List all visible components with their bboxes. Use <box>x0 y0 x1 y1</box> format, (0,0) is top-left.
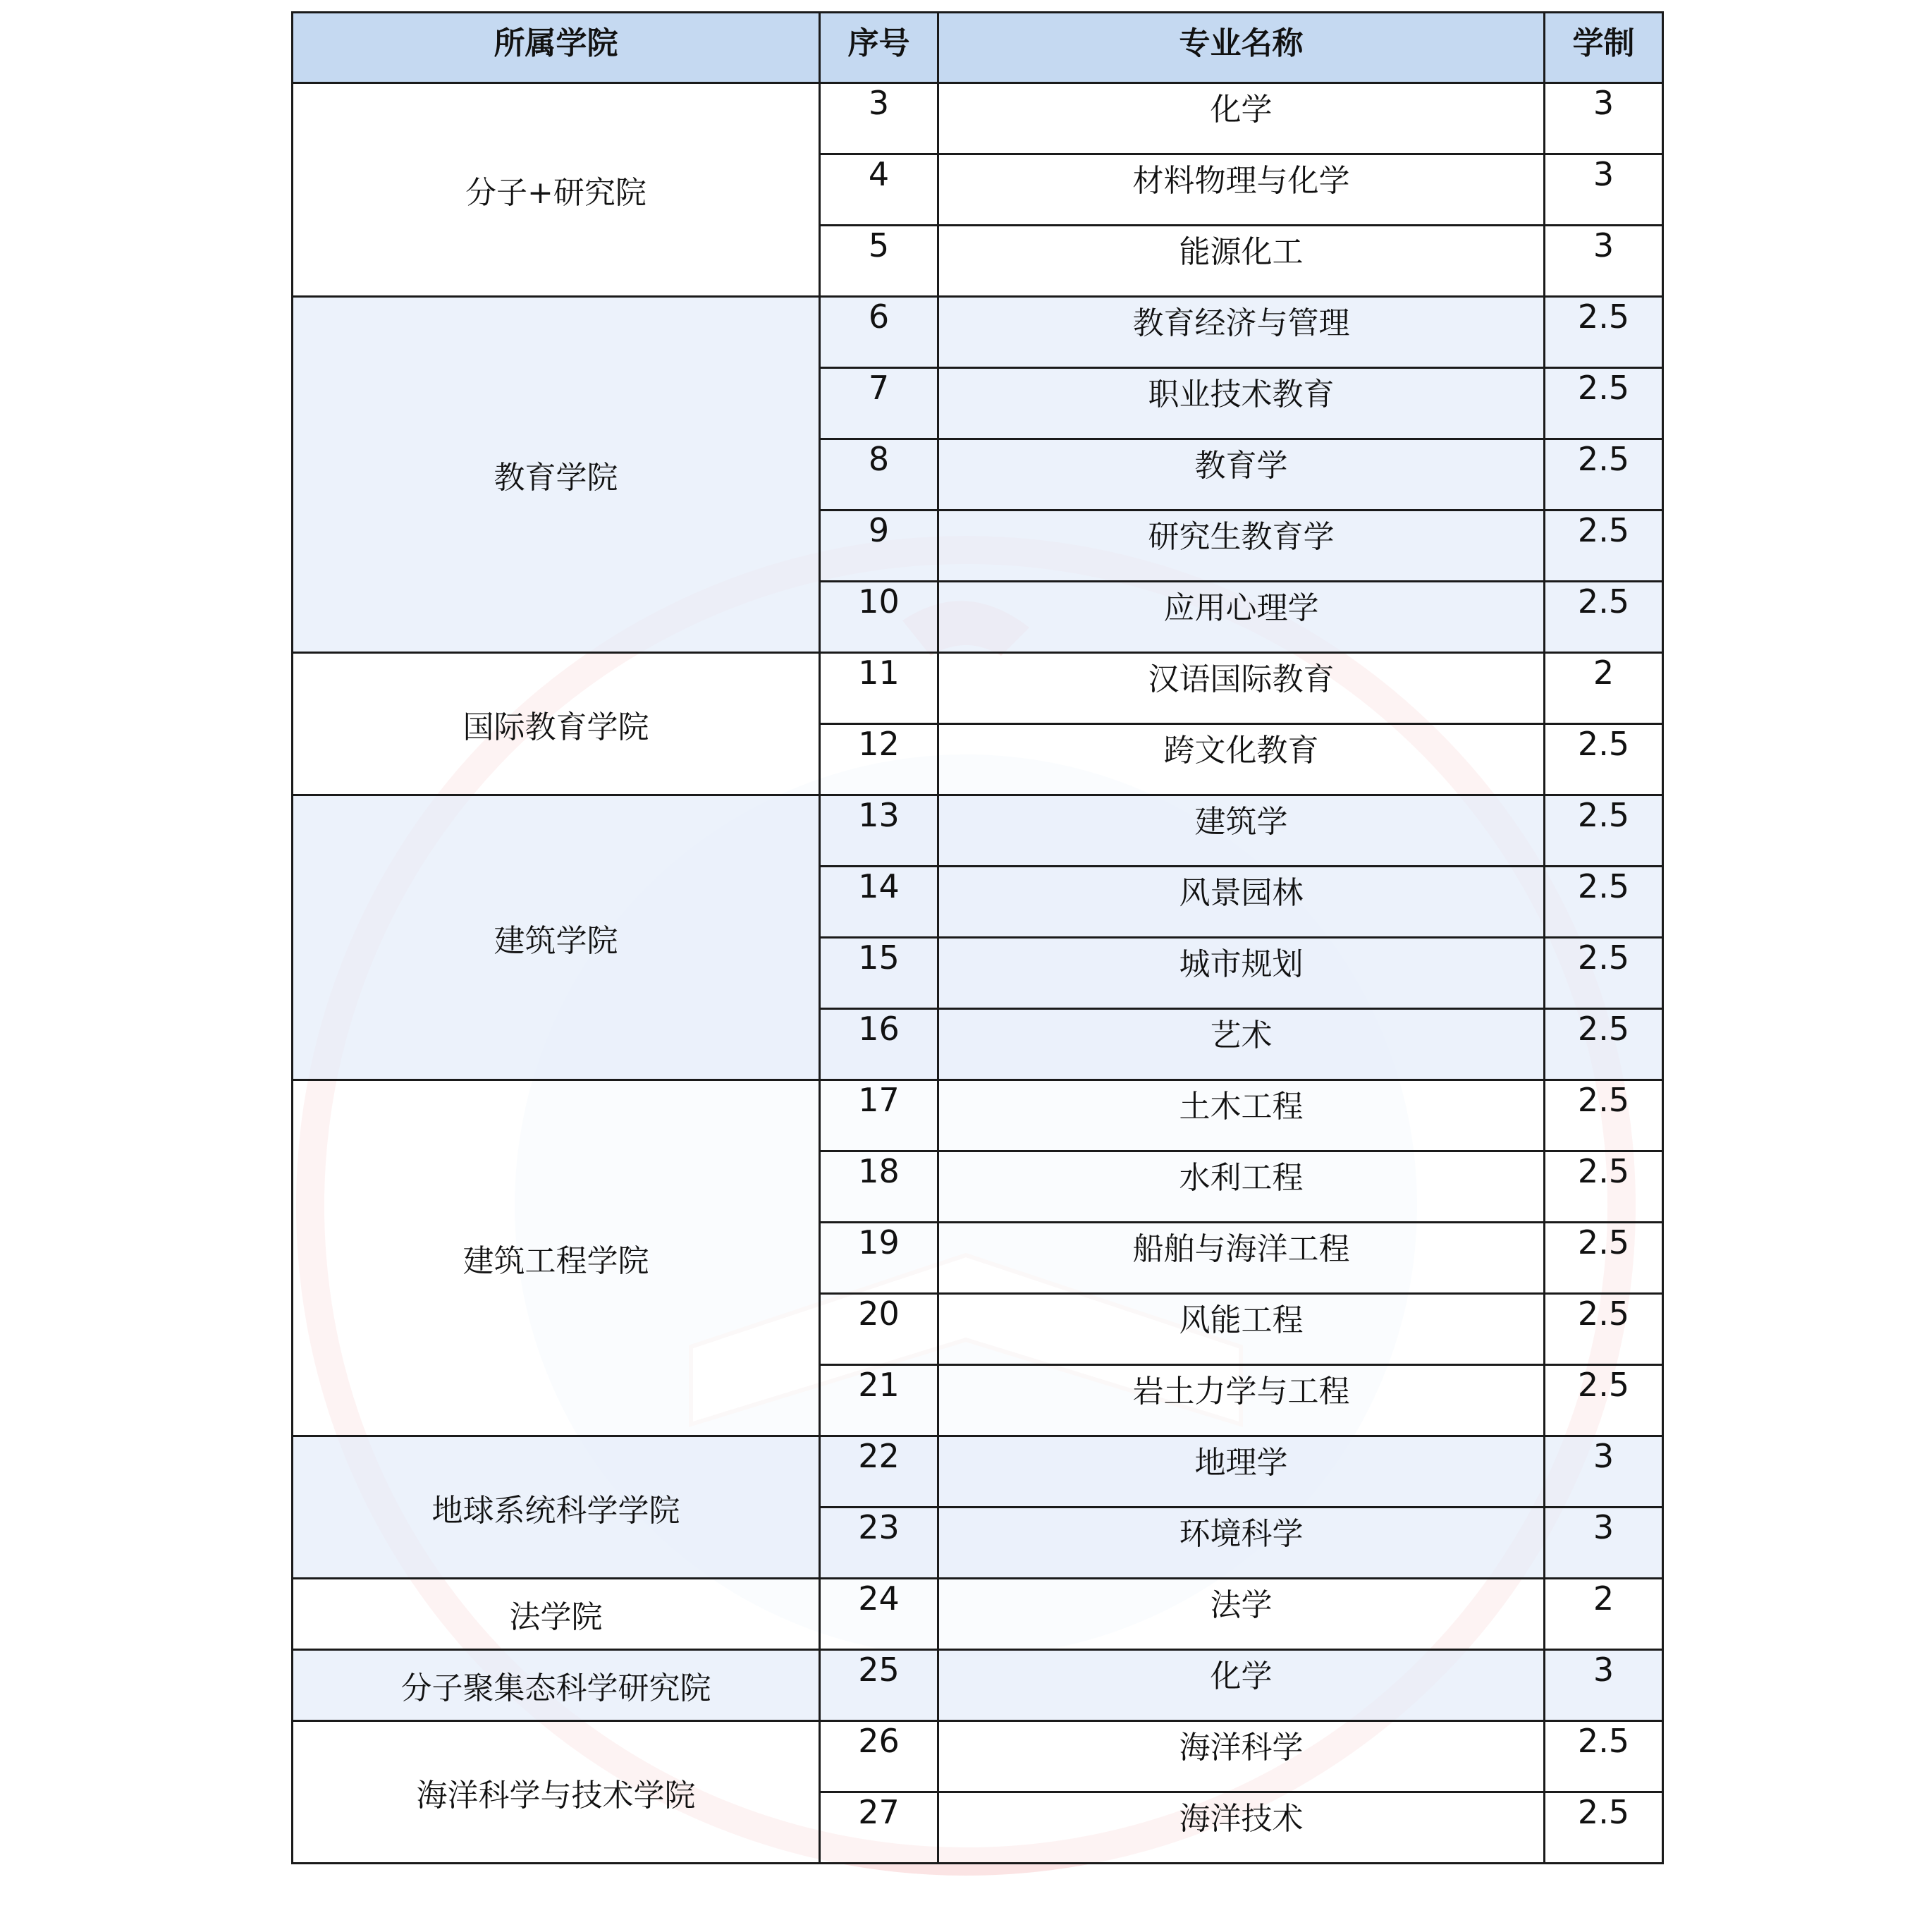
header-row <box>293 13 1663 83</box>
major-cell: 教育学 <box>938 439 1545 510</box>
major-cell: 环境科学 <box>938 1508 1545 1579</box>
duration-cell: 2.5 <box>1545 1080 1663 1151</box>
duration-cell: 3 <box>1545 154 1663 226</box>
header-major: 专业名称 <box>938 13 1545 83</box>
major-cell: 水利工程 <box>938 1151 1545 1223</box>
major-cell: 岩土力学与工程 <box>938 1365 1545 1436</box>
duration-cell: 2.5 <box>1545 582 1663 653</box>
number-cell: 20 <box>820 1294 938 1365</box>
table-row <box>293 1436 1663 1508</box>
table-row <box>293 297 1663 368</box>
number-cell: 17 <box>820 1080 938 1151</box>
duration-cell: 2.5 <box>1545 1151 1663 1223</box>
table-row <box>293 1721 1663 1792</box>
duration-cell: 2.5 <box>1545 1223 1663 1294</box>
number-cell: 8 <box>820 439 938 510</box>
college-cell: 分子+研究院 <box>293 83 820 297</box>
number-cell: 18 <box>820 1151 938 1223</box>
major-cell: 建筑学 <box>938 795 1545 867</box>
major-cell: 海洋科学 <box>938 1721 1545 1792</box>
number-cell: 15 <box>820 938 938 1009</box>
number-cell: 7 <box>820 368 938 439</box>
college-cell: 海洋科学与技术学院 <box>293 1721 820 1864</box>
number-cell: 11 <box>820 653 938 724</box>
number-cell: 16 <box>820 1009 938 1080</box>
major-cell: 研究生教育学 <box>938 510 1545 582</box>
college-cell: 教育学院 <box>293 297 820 653</box>
major-cell: 汉语国际教育 <box>938 653 1545 724</box>
number-cell: 21 <box>820 1365 938 1436</box>
duration-cell: 2.5 <box>1545 724 1663 795</box>
major-cell: 城市规划 <box>938 938 1545 1009</box>
major-cell: 应用心理学 <box>938 582 1545 653</box>
number-cell: 4 <box>820 154 938 226</box>
number-cell: 13 <box>820 795 938 867</box>
major-cell: 地理学 <box>938 1436 1545 1508</box>
college-cell: 地球系统科学学院 <box>293 1436 820 1579</box>
number-cell: 14 <box>820 867 938 938</box>
duration-cell: 3 <box>1545 83 1663 154</box>
header-number: 序号 <box>820 13 938 83</box>
header-duration: 学制 <box>1545 13 1663 83</box>
table-row <box>293 1579 1663 1650</box>
number-cell: 24 <box>820 1579 938 1650</box>
duration-cell: 2.5 <box>1545 1365 1663 1436</box>
major-cell: 化学 <box>938 83 1545 154</box>
duration-cell: 2.5 <box>1545 1009 1663 1080</box>
duration-cell: 2.5 <box>1545 510 1663 582</box>
major-cell: 船舶与海洋工程 <box>938 1223 1545 1294</box>
duration-cell: 2.5 <box>1545 439 1663 510</box>
duration-cell: 2.5 <box>1545 1294 1663 1365</box>
duration-cell: 2.5 <box>1545 368 1663 439</box>
number-cell: 5 <box>820 226 938 297</box>
college-cell: 分子聚集态科学研究院 <box>293 1650 820 1721</box>
major-cell: 风能工程 <box>938 1294 1545 1365</box>
number-cell: 9 <box>820 510 938 582</box>
table-row <box>293 1080 1663 1151</box>
duration-cell: 2.5 <box>1545 1792 1663 1864</box>
table-row <box>293 83 1663 154</box>
majors-body <box>293 83 1663 1864</box>
major-cell: 化学 <box>938 1650 1545 1721</box>
number-cell: 23 <box>820 1508 938 1579</box>
duration-cell: 3 <box>1545 226 1663 297</box>
duration-cell: 3 <box>1545 1650 1663 1721</box>
duration-cell: 2.5 <box>1545 297 1663 368</box>
duration-cell: 2.5 <box>1545 867 1663 938</box>
duration-cell: 3 <box>1545 1508 1663 1579</box>
table-row <box>293 653 1663 724</box>
number-cell: 3 <box>820 83 938 154</box>
duration-cell: 2 <box>1545 1579 1663 1650</box>
duration-cell: 3 <box>1545 1436 1663 1508</box>
college-cell: 国际教育学院 <box>293 653 820 795</box>
number-cell: 12 <box>820 724 938 795</box>
college-cell: 建筑工程学院 <box>293 1080 820 1436</box>
major-cell: 法学 <box>938 1579 1545 1650</box>
major-cell: 艺术 <box>938 1009 1545 1080</box>
number-cell: 19 <box>820 1223 938 1294</box>
major-cell: 海洋技术 <box>938 1792 1545 1864</box>
number-cell: 25 <box>820 1650 938 1721</box>
number-cell: 26 <box>820 1721 938 1792</box>
number-cell: 22 <box>820 1436 938 1508</box>
major-cell: 能源化工 <box>938 226 1545 297</box>
duration-cell: 2 <box>1545 653 1663 724</box>
college-cell: 法学院 <box>293 1579 820 1650</box>
duration-cell: 2.5 <box>1545 795 1663 867</box>
majors-table <box>291 11 1664 1864</box>
major-cell: 职业技术教育 <box>938 368 1545 439</box>
major-cell: 教育经济与管理 <box>938 297 1545 368</box>
major-cell: 风景园林 <box>938 867 1545 938</box>
college-cell: 建筑学院 <box>293 795 820 1080</box>
major-cell: 材料物理与化学 <box>938 154 1545 226</box>
duration-cell: 2.5 <box>1545 938 1663 1009</box>
number-cell: 27 <box>820 1792 938 1864</box>
table-row <box>293 795 1663 867</box>
duration-cell: 2.5 <box>1545 1721 1663 1792</box>
number-cell: 6 <box>820 297 938 368</box>
major-cell: 跨文化教育 <box>938 724 1545 795</box>
major-cell: 土木工程 <box>938 1080 1545 1151</box>
header-college: 所属学院 <box>293 13 820 83</box>
table-row <box>293 1650 1663 1721</box>
number-cell: 10 <box>820 582 938 653</box>
